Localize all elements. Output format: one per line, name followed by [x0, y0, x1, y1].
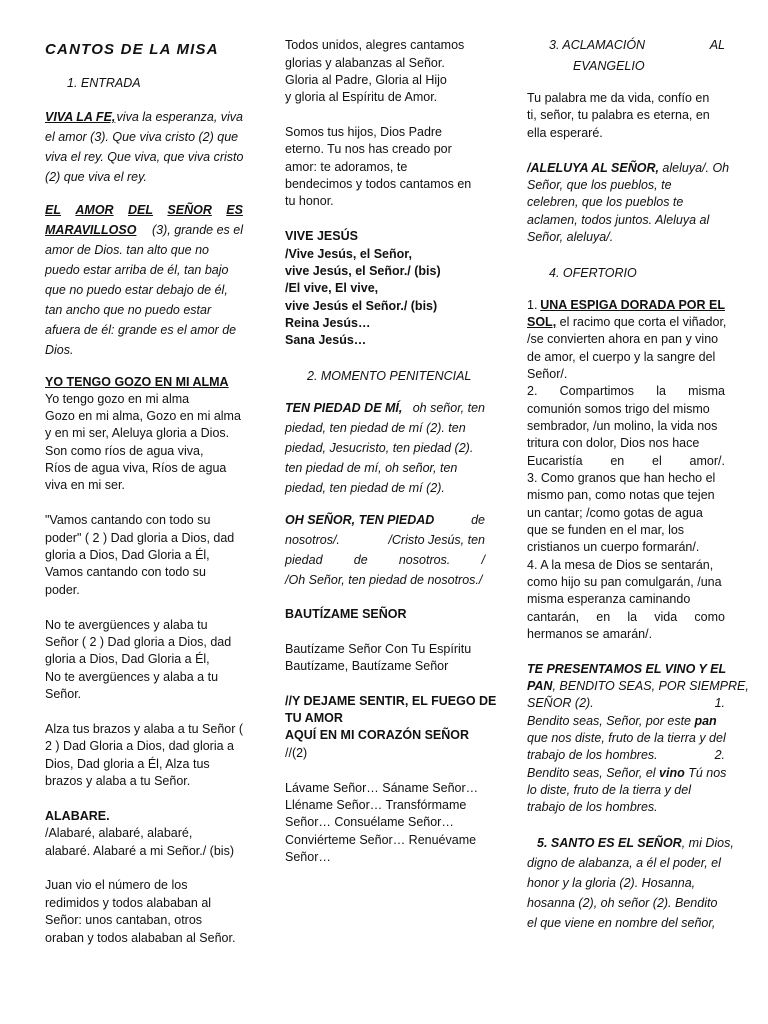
text-line [527, 875, 725, 892]
text-line [45, 302, 243, 319]
text-line [285, 400, 485, 417]
text-segment: que no puedo estar debajo de él, [45, 283, 228, 297]
text-segment: DEL [128, 203, 153, 217]
text-line [527, 695, 725, 712]
text-line [307, 368, 485, 385]
text-segment: 2 ) Dad Gloria a Dios, dad gloria a [45, 739, 234, 753]
text-line [45, 129, 243, 146]
text-segment: viva en mi ser. [45, 478, 125, 492]
text-segment: / [481, 553, 485, 567]
text-line [527, 212, 725, 229]
text-line [285, 280, 485, 297]
text-segment: EL [45, 203, 61, 217]
text-segment: /Oh Señor, ten piedad de nosotros./ [285, 573, 483, 587]
text-line [45, 477, 243, 494]
text-line [527, 661, 725, 678]
text-segment: aclamen, todos juntos. Aleluya al [527, 213, 710, 227]
text-segment: No te avergüences y alaba a tu [45, 670, 219, 684]
text-segment: la [627, 610, 638, 624]
text-segment: 3. Como granos que han hecho el [527, 471, 716, 485]
text-line [45, 773, 243, 790]
text-segment: redimidos y todos alababan al [45, 896, 212, 910]
text-segment: Lléname Señor… Transfórmame [285, 798, 467, 812]
text-segment: Dios, Dad gloria a Él, Alza tus [45, 757, 210, 771]
text-segment: //(2) [285, 746, 308, 760]
text-segment: hermanos se amarán/. [527, 627, 653, 641]
text-segment: afuera de él: grande es el amor de [45, 323, 237, 337]
text-line [45, 149, 243, 166]
text-segment: amor de Dios. tan alto que no [45, 243, 209, 257]
text-line [285, 263, 485, 280]
text-segment: Juan vio el número de los [45, 878, 188, 892]
text-segment: 1. [714, 696, 725, 710]
text-line [45, 808, 243, 825]
text-segment: BAUTÍZAME SEÑOR [285, 607, 407, 621]
text-segment: /Cristo Jesús, ten [388, 533, 485, 547]
text-segment: SOL, [527, 315, 557, 329]
text-segment: glorias y alabanzas al Señor. [285, 56, 445, 70]
text-line [527, 107, 725, 124]
text-line [527, 895, 725, 912]
text-segment: ES [226, 203, 243, 217]
text-segment: tu honor. [285, 194, 334, 208]
text-line [573, 58, 725, 75]
text-segment: y gloria al Espíritu de Amor. [285, 90, 438, 104]
text-segment: /ALELUYA AL SEÑOR, [527, 161, 659, 175]
text-segment: No te avergüences y alaba tu [45, 618, 208, 632]
text-line [45, 547, 243, 564]
text-line [285, 745, 485, 762]
text-segment: el racimo que corta el viñador, [556, 315, 727, 329]
text-line [285, 606, 485, 623]
text-segment: AQUÍ EN MI CORAZÓN SEÑOR [285, 728, 470, 742]
text-segment: PAN [527, 679, 553, 693]
text-segment: trabajo de los hombres. [527, 748, 658, 762]
text-line [285, 797, 485, 814]
text-segment: piedad [285, 553, 323, 567]
text-segment: poder" ( 2 ) Dad gloria a Dios, dad [45, 531, 235, 545]
text-segment: poder. [45, 583, 80, 597]
text-line [285, 727, 485, 744]
text-segment: /Alabaré, alabaré, alabaré, [45, 826, 193, 840]
text-segment: TE PRESENTAMOS EL VINO Y EL [527, 662, 727, 676]
text-segment: Señor… [285, 850, 331, 864]
text-segment: piedad, ten piedad de mí (2). ten [285, 421, 466, 435]
text-segment: gloria a Dios, Dad Gloria a Él, [45, 652, 210, 666]
text-segment: cristianos un cuerpo formarán/. [527, 540, 700, 554]
text-segment: Gloria al Padre, Gloria al Hijo [285, 73, 447, 87]
text-line [537, 835, 734, 852]
text-line [45, 408, 243, 425]
text-line [527, 160, 730, 177]
text-line [285, 298, 485, 315]
text-line [45, 825, 243, 842]
text-line [527, 855, 725, 872]
text-segment: viva la esperanza, viva [116, 110, 243, 124]
text-line [45, 634, 243, 651]
text-segment: VIVA LA FE, [45, 110, 116, 124]
text-line [45, 686, 243, 703]
text-segment: tan ancho que no puedo estar [45, 303, 212, 317]
text-segment: 1. ENTRADA [67, 76, 141, 90]
text-line [45, 738, 243, 755]
text-segment: amor: te adoramos, te [285, 160, 408, 174]
text-line [527, 194, 725, 211]
text-line [285, 228, 485, 245]
text-line [45, 425, 243, 442]
text-line [45, 721, 243, 738]
text-segment: misma esperanza caminando [527, 592, 691, 606]
text-segment: oraban y todos alababan al Señor. [45, 931, 236, 945]
text-line [45, 391, 243, 408]
text-line [527, 401, 725, 418]
text-line [527, 314, 725, 331]
text-segment: gloria a Dios, Dad Gloria a Él, [45, 548, 210, 562]
text-line [285, 55, 485, 72]
text-segment: TEN PIEDAD DE MÍ, [285, 401, 403, 415]
text-line [527, 522, 725, 539]
text-segment: Señor, aleluya/. [527, 230, 614, 244]
text-line [527, 331, 725, 348]
text-segment: 2. MOMENTO PENITENCIAL [307, 369, 472, 383]
text-segment: el amor (3). Que viva cristo (2) que [45, 130, 239, 144]
text-line [45, 322, 243, 339]
text-segment: vida [654, 610, 678, 624]
text-segment: lo diste, fruto de la tierra y del [527, 783, 691, 797]
text-segment: nosotros. [398, 553, 451, 567]
text-line [285, 710, 485, 727]
text-segment: 4. OFERTORIO [549, 266, 637, 280]
text-segment: brazos y alaba a tu Señor. [45, 774, 191, 788]
text-line [45, 242, 243, 259]
text-line [45, 530, 243, 547]
text-line [285, 552, 485, 569]
text-segment: ALABARE. [45, 809, 110, 823]
text-segment: Vamos cantando con todo su [45, 565, 206, 579]
text-segment: eterno. Tu nos has creado por [285, 142, 452, 156]
text-line [45, 342, 243, 359]
text-line [527, 487, 725, 504]
text-line [527, 609, 725, 626]
text-segment: mismo pan, como notas que tejen [527, 488, 715, 502]
column-left [45, 0, 243, 1024]
text-line [285, 480, 485, 497]
text-segment: oh señor, ten [412, 401, 485, 415]
text-line [285, 89, 485, 106]
text-line [45, 930, 243, 947]
text-segment: AL [709, 38, 725, 52]
text-line [45, 895, 243, 912]
text-line [527, 229, 725, 246]
text-segment: y en mi ser, Aleluya gloria a Dios. [45, 426, 230, 440]
text-line [45, 374, 243, 391]
text-segment: CANTOS DE LA MISA [45, 41, 219, 58]
text-line [45, 912, 243, 929]
text-line [549, 265, 725, 282]
text-segment: OH SEÑOR, TEN PIEDAD [285, 513, 435, 527]
text-segment: SEÑOR [167, 203, 212, 217]
text-line [45, 443, 243, 460]
text-line [45, 169, 243, 186]
text-segment: Son como ríos de agua viva, [45, 444, 204, 458]
text-line [285, 315, 485, 332]
text-segment: ten piedad de mí, oh señor, ten [285, 461, 458, 475]
text-segment: que nos diste, fruto de la tierra y del [527, 731, 726, 745]
text-line [527, 539, 725, 556]
text-segment: Tu palabra me da vida, confío en [527, 91, 710, 105]
text-segment: UNA ESPIGA DORADA POR EL [540, 298, 725, 312]
text-line [527, 383, 725, 400]
text-segment: digno de alabanza, a él el poder, el [527, 856, 721, 870]
text-segment: Bautízame Señor Con Tu Espíritu [285, 642, 472, 656]
text-line [45, 262, 243, 279]
text-line [45, 617, 243, 634]
text-segment: /Vive Jesús, el Señor, [285, 247, 412, 261]
text-segment: Yo tengo gozo en mi alma [45, 392, 190, 406]
text-segment: /El vive, El vive, [285, 281, 379, 295]
text-segment: cantarán, [527, 610, 580, 624]
text-segment: honor y la gloria (2). Hosanna, [527, 876, 696, 890]
text-line [45, 202, 243, 219]
text-line [527, 453, 725, 470]
text-segment: Señor ( 2 ) Dad gloria a Dios, dad [45, 635, 232, 649]
text-segment: de amor, el cuerpo y la sangre del [527, 350, 716, 364]
text-segment: 4. A la mesa de Dios se sentarán, [527, 558, 714, 572]
text-segment: //Y DEJAME SENTIR, EL FUEGO DE [285, 694, 497, 708]
text-line [527, 505, 725, 522]
text-segment: tritura con dolor, Dios nos hace [527, 436, 700, 450]
text-segment: comunión somos trigo del mismo [527, 402, 710, 416]
text-line [527, 557, 725, 574]
text-segment: en [596, 610, 611, 624]
text-segment: aleluya/. Oh [658, 161, 730, 175]
text-line [45, 756, 243, 773]
text-segment: bendecimos y todos cantamos en [285, 177, 472, 191]
text-segment: el [652, 454, 662, 468]
text-segment: Compartimos [559, 384, 634, 398]
text-line [285, 693, 497, 710]
text-line [285, 159, 485, 176]
text-segment: Somos tus hijos, Dios Padre [285, 125, 443, 139]
text-line [285, 72, 485, 89]
text-segment: sembrador, /un molino, la vida nos [527, 419, 718, 433]
text-segment: Señor… Consuélame Señor… [285, 815, 454, 829]
text-segment: piedad, Jesucristo, ten piedad (2). [285, 441, 474, 455]
text-segment: (2) que viva el rey. [45, 170, 147, 184]
text-segment: VIVE JESÚS [285, 229, 358, 243]
text-segment: piedad, ten piedad de mí (2). [285, 481, 445, 495]
text-line [527, 366, 725, 383]
text-segment: nosotros/. [285, 533, 340, 547]
text-line [527, 349, 725, 366]
text-line [45, 843, 243, 860]
text-segment: el que viene en nombre del señor, [527, 916, 716, 930]
text-segment: Eucaristía [527, 454, 583, 468]
text-line [527, 90, 725, 107]
text-segment: 1. [527, 298, 538, 312]
text-segment: "Vamos cantando con todo su [45, 513, 211, 527]
text-line [45, 460, 243, 477]
text-segment: Alza tus brazos y alaba a tu Señor ( [45, 722, 244, 736]
text-segment: hosanna (2), oh señor (2). Bendito [527, 896, 718, 910]
text-line [67, 75, 243, 92]
text-segment: la [656, 384, 666, 398]
text-line [285, 572, 485, 589]
text-line [527, 678, 749, 695]
text-line [527, 782, 725, 799]
text-segment: viva el rey. Que viva, que viva cristo [45, 150, 244, 164]
text-segment: EVANGELIO [573, 59, 645, 73]
text-line [45, 222, 243, 239]
text-line [527, 591, 725, 608]
text-line [549, 37, 725, 54]
page-title [45, 41, 243, 58]
text-line [527, 125, 725, 142]
text-segment: de [471, 513, 485, 527]
text-segment: Reina Jesús… [285, 316, 371, 330]
text-line [285, 332, 485, 349]
text-line [285, 832, 485, 849]
text-segment: 5. SANTO ES EL SEÑOR [537, 836, 682, 850]
text-segment: Señor/. [527, 367, 568, 381]
text-line [285, 440, 485, 457]
text-line [527, 470, 725, 487]
text-line [527, 297, 725, 314]
text-segment: Lávame Señor… Sáname Señor… [285, 781, 479, 795]
text-line [285, 141, 485, 158]
text-segment: 2. [527, 384, 538, 398]
text-segment: alabaré. Alabaré a mi Señor./ (bis) [45, 844, 234, 858]
text-line [285, 814, 485, 831]
text-segment: Bendito seas, Señor, el [527, 766, 660, 780]
text-line [527, 626, 725, 643]
text-segment: /se convierten ahora en pan y vino [527, 332, 719, 346]
text-line [285, 460, 485, 477]
text-segment: misma [688, 384, 725, 398]
text-segment: ella esperaré. [527, 126, 603, 140]
text-line [45, 669, 243, 686]
text-segment: en [610, 454, 625, 468]
text-line [45, 109, 243, 126]
text-segment: Conviérteme Señor… Renuévame [285, 833, 477, 847]
text-line [45, 512, 243, 529]
text-line [285, 532, 485, 549]
text-line [45, 282, 243, 299]
text-line [45, 877, 243, 894]
text-line [45, 582, 243, 599]
text-segment: pan [694, 714, 717, 728]
text-segment: TU AMOR [285, 711, 343, 725]
text-line [285, 641, 485, 658]
text-segment: Sana Jesús… [285, 333, 367, 347]
text-segment: un cantar; /como gotas de agua [527, 506, 703, 520]
text-segment: Dios. [45, 343, 74, 357]
text-segment: Ríos de agua viva, Ríos de agua [45, 461, 227, 475]
text-line [285, 246, 485, 263]
text-line [527, 765, 725, 782]
text-line [285, 37, 485, 54]
text-segment: (3), grande es el [151, 223, 243, 237]
text-segment: puedo estar arriba de él, tan bajo [45, 263, 229, 277]
text-segment: MARAVILLOSO [45, 223, 137, 237]
column-right [527, 0, 749, 1024]
text-segment: 2. [714, 748, 725, 762]
text-line [285, 193, 485, 210]
text-line [45, 651, 243, 668]
text-segment: vive Jesús el Señor./ (bis) [285, 299, 438, 313]
text-line [45, 564, 243, 581]
text-line [285, 124, 485, 141]
text-line [527, 435, 725, 452]
text-segment: YO TENGO GOZO EN MI ALMA [45, 375, 229, 389]
text-line [285, 512, 485, 529]
text-line [527, 915, 725, 932]
text-segment: , mi Dios, [681, 836, 734, 850]
text-line [527, 574, 725, 591]
text-segment: como [694, 610, 725, 624]
text-line [285, 849, 485, 866]
text-segment: AMOR [75, 203, 114, 217]
text-segment: 3. ACLAMACIÓN [549, 38, 646, 52]
text-segment: vino [659, 766, 685, 780]
text-segment: SEÑOR (2). [527, 696, 594, 710]
text-segment: Señor, que los pueblos, te [527, 178, 672, 192]
text-line [285, 420, 485, 437]
text-line [285, 658, 485, 675]
text-segment: Señor. [45, 687, 82, 701]
text-line [527, 418, 725, 435]
text-line [527, 177, 725, 194]
text-line [527, 799, 725, 816]
text-segment: que se funden en el mar, los [527, 523, 685, 537]
text-segment: ti, señor, tu palabra es eterna, en [527, 108, 710, 122]
text-segment: celebren, que los pueblos te [527, 195, 684, 209]
text-segment: Bendito seas, Señor, por este [527, 714, 695, 728]
text-segment: trabajo de los hombres. [527, 800, 658, 814]
text-segment: Gozo en mi alma, Gozo en mi alma [45, 409, 241, 423]
text-segment: Todos unidos, alegres cantamos [285, 38, 465, 52]
text-segment: Señor: unos cantaban, otros [45, 913, 203, 927]
text-line [527, 730, 725, 747]
text-line [285, 176, 485, 193]
text-line [285, 780, 485, 797]
text-segment: vive Jesús, el Señor./ (bis) [285, 264, 441, 278]
text-segment: Tú nos [684, 766, 727, 780]
text-line [527, 747, 725, 764]
text-line [527, 713, 725, 730]
text-segment: de [353, 553, 368, 567]
column-middle [285, 0, 497, 1024]
text-segment: amor/. [689, 454, 725, 468]
text-segment: como hijo su pan comulgarán, /una [527, 575, 722, 589]
text-segment: Bautízame, Bautízame Señor [285, 659, 449, 673]
text-segment: , BENDITO SEAS, POR SIEMPRE, [552, 679, 749, 693]
